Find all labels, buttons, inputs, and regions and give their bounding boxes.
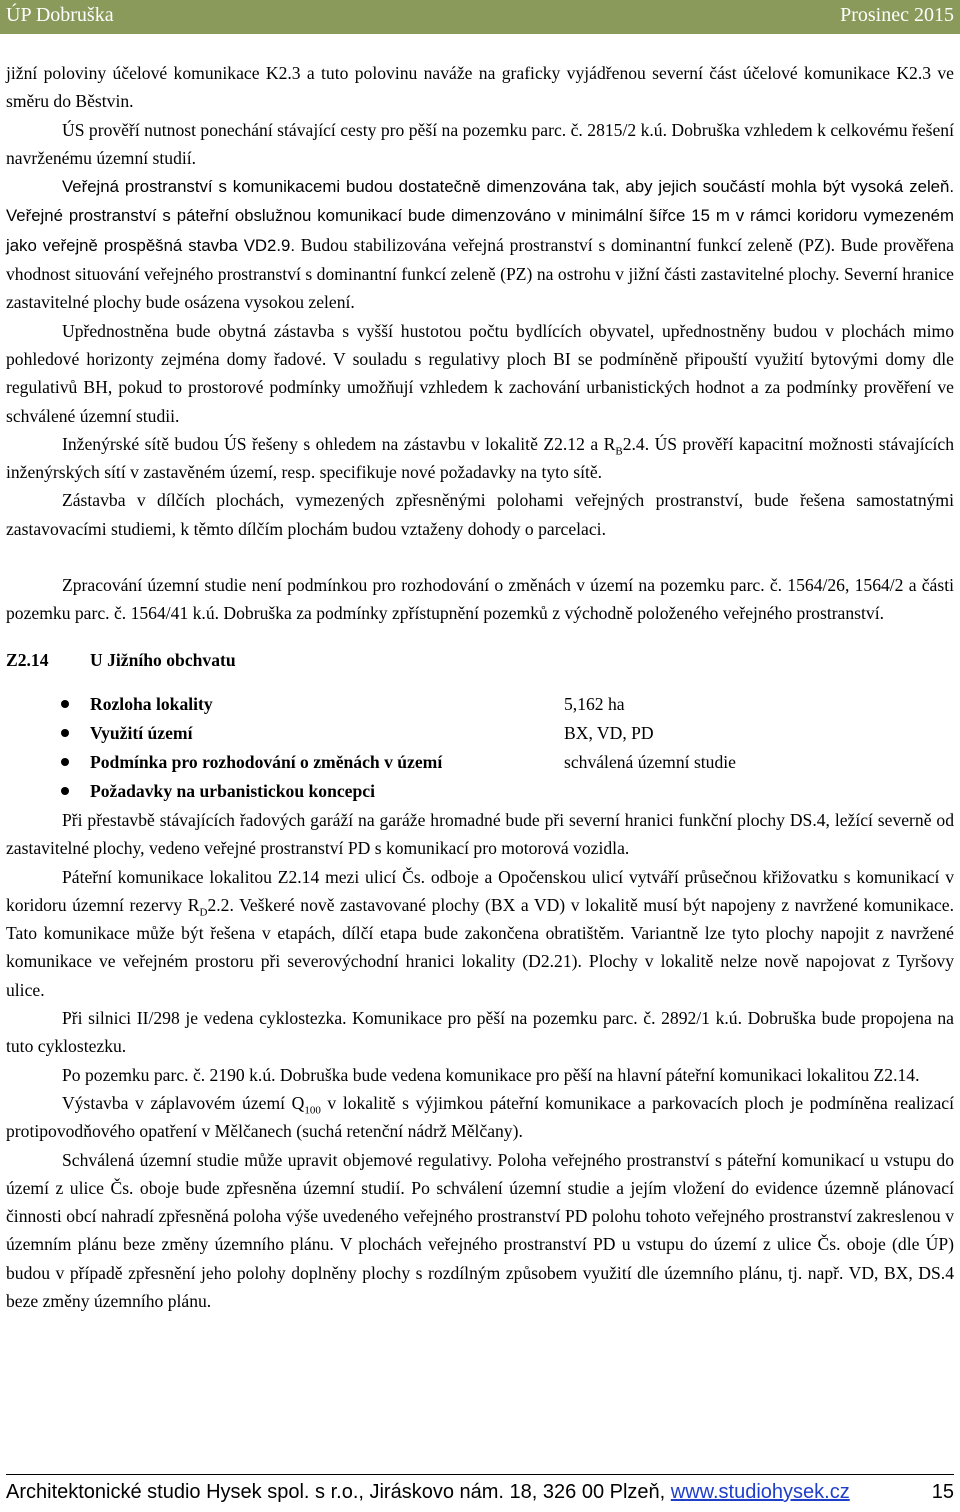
paragraph-part: v lokalitě s výjimkou páteřní komunikace a parkovacích ploch je podmíněna realizací protipovodňového opatření v Mělčanech (suchá retenční nádrž Mělčany). [6,1092,954,1142]
list-key: Požadavky na urbanistickou koncepci [90,781,375,802]
list-value: schválená územní studie [564,752,736,773]
list-item [6,719,954,748]
page-number: 15 [931,1481,954,1503]
list-item [6,777,954,806]
paragraph: Při silnici II/298 je vedena cyklostezka. Komunikace pro pěší na pozemku parc. č. 2892/1 k.ú. Dobruška bude propojena na tuto cyklostezku. [6,1008,954,1057]
parameter-list [6,690,954,806]
paragraph [6,172,954,316]
footer-link[interactable]: www.studiohysek.cz [670,1481,850,1503]
paragraph-part: Páteřní komunikace lokalitou Z2.14 mezi ulicí Čs. odboje a Opočenskou ulicí vytváří průsečnou křižovatku s komunikací v koridoru územní rezervy R [6,866,954,915]
paragraph-sans-part: Veřejná prostranství s komunikacemi budou dostatečně dimenzována tak, aby jejich součástí mohla být vysoká zeleň. Veřejné prostranství s páteřní obslužnou komunikací bude dimenzováno v minimální šířce 15 m v rámci koridoru vymezeném jako veřejně prospěšná stavba VD2.9. [6,177,954,255]
footer-address [6,1481,850,1504]
paragraph-part: Inženýrské sítě budou ÚS řešeny s ohledem na zástavbu v lokalitě Z2.12 a R [62,433,616,454]
page-footer [6,1474,954,1504]
list-key: Podmínka pro rozhodování o změnách v území [90,752,443,773]
section-number: Z2.14 [6,649,49,670]
page-header [0,0,960,34]
list-key: Využití území [90,723,193,744]
section-title: U Jižního obchvatu [90,649,236,670]
subscript: 100 [304,1104,321,1117]
paragraph-part: 2.2. Veškeré nově zastavované plochy (BX a VD) v lokalitě musí být napojeny z navržené komunikace. Tato komunikace může být řešena v etapách, dílčí etapa bude zakončena obratištěm. Variantně lze tyto plochy napojit z navržené komunikace ve veřejném prostoru při severovýchodní hranici lokality (D2.21). Plochy v lokalitě nelze nově napojovat z Tyršovy ulice. [6,894,954,1000]
header-right: Prosinec 2015 [840,4,954,26]
list-item [6,748,954,777]
paragraph-part: Výstavba v záplavovém území Q [62,1092,305,1113]
document-body [6,59,954,1315]
paragraph [6,1089,954,1146]
paragraph [6,863,954,1004]
list-key: Rozloha lokality [90,694,213,715]
paragraph: jižní poloviny účelové komunikace K2.3 a tuto polovinu naváže na graficky vyjádřenou severní část účelové komunikace K2.3 ve směru do Běstvin. [6,63,954,112]
paragraph [6,430,954,487]
header-left: ÚP Dobruška [6,4,114,26]
list-item [6,690,954,719]
paragraph: Zástavba v dílčích plochách, vymezených zpřesněnými polohami veřejných prostranství, bude řešena samostatnými zastavovacími studiemi, k těmto dílčím plochám budou vztaženy dohody o parcelaci. [6,490,954,539]
paragraph-serif-part: Budou stabilizována veřejná prostranství s dominantní funkcí zeleně (PZ). Bude prověřena vhodnost situování veřejného prostranství s dominantní funkcí zeleně (PZ) na ostrohu v jižní části zastavitelné plochy. Severní hranice zastavitelné plochy bude osázena vysokou zelení. [6,234,954,313]
section-heading [6,646,954,674]
paragraph: Po pozemku parc. č. 2190 k.ú. Dobruška bude vedena komunikace pro pěší na hlavní páteřní komunikaci lokalitou Z2.14. [62,1064,920,1085]
paragraph-part: 2.4. ÚS prověří kapacitní možnosti stávajících inženýrských sítí v zastavěném území, resp. specifikuje nové požadavky na tyto sítě. [6,433,954,483]
paragraph: Upřednostněna bude obytná zástavba s vyšší hustotou počtu bydlících obyvatel, upřednostněny budou v plochách mimo pohledové horizonty zejména domy řadové. V souladu s regulativy ploch BI se podmíněně připouští využití bytovými domy dle regulativů BH, pokud to prostorové podmínky umožňují vzhledem k zachování urbanistických hodnot a za podmínky prověření ve schválené územní studii. [6,320,954,426]
paragraph: Při přestavbě stávajících řadových garáží na garáže hromadné bude při severní hranici funkční plochy DS.4, ležící severně od zastavitelné plochy, vedeno veřejné prostranství PD s komunikací pro motorová vozidla. [6,809,954,859]
list-value: BX, VD, PD [564,723,654,744]
paragraph: Zpracování územní studie není podmínkou pro rozhodování o změnách v území na pozemku parc. č. 1564/26, 1564/2 a části pozemku parc. č. 1564/41 k.ú. Dobruška za podmínky zpřístupnění pozemků z východně položeného veřejného prostranství. [6,575,954,624]
paragraph: Schválená územní studie může upravit objemové regulativy. Poloha veřejného prostranství s páteřní komunikací u vstupu do území z ulice Čs. oboje bude zpřesněna územní studií. Po schválení územní studie a jejím vložení do evidence územně plánovací činnosti obcí nahradí zpřesněná poloha výše uvedeného veřejného prostranství PD polohu tohoto veřejného prostranství zakreslenou v územním plánu beze změny územního plánu. V plochách veřejného prostranství PD u vstupu do území z ulice Čs. oboje (dle ÚP) budou v případě zpřesnění jeho polohy doplněny plochy s rozdílným způsobem využití dle územního plánu, tj. např. VD, BX, DS.4 beze změny územního plánu. [6,1149,954,1311]
subscript: D [199,906,208,919]
subscript: B [615,445,623,458]
paragraph: ÚS prověří nutnost ponechání stávající cesty pro pěší na pozemku parc. č. 2815/2 k.ú. Dobruška vzhledem k celkovému řešení navrženému územní studií. [6,119,954,168]
footer-text: Architektonické studio Hysek spol. s r.o., Jiráskovo nám. 18, 326 00 Plzeň, [6,1481,671,1503]
list-value: 5,162 ha [564,694,625,715]
